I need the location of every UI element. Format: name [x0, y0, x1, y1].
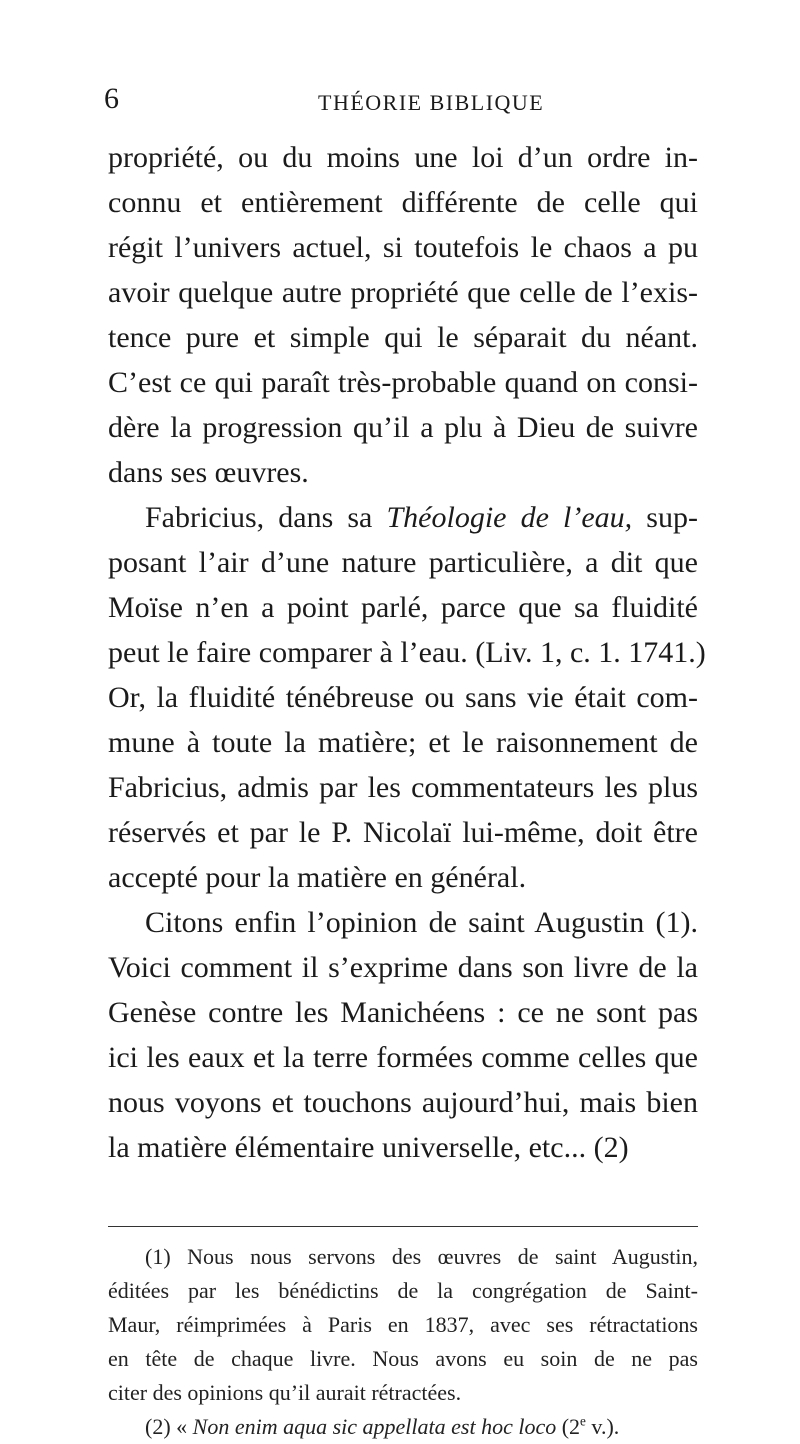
- text-line: Fabricius, admis par les commentateurs les plus: [108, 771, 698, 804]
- text-line: régit l’univers actuel, si toutefois le chaos a pu: [108, 231, 698, 264]
- footnote-line: éditées par les bénédictins de la congrégation de Saint-: [108, 1278, 698, 1303]
- text-line: avoir quelque autre propriété que celle de l’exis-: [108, 276, 698, 309]
- text-line: ici les eaux et la terre formées comme celles que: [108, 1041, 698, 1074]
- footnote-2-superscript: e: [580, 1413, 586, 1429]
- footnote-line: Maur, réimprimées à Paris en 1837, avec ses rétractations: [108, 1312, 698, 1337]
- text-line: Citons enfin l’opinion de saint Augustin (1).: [145, 906, 698, 939]
- text-line: peut le faire comparer à l’eau. (Liv. 1, c. 1. 1741.): [108, 636, 706, 669]
- footnote-line: citer des opinions qu’il aurait rétractées.: [108, 1380, 462, 1405]
- text-line: Genèse contre les Manichéens : ce ne sont pas: [108, 996, 698, 1029]
- text-line: propriété, ou du moins une loi d’un ordre in-: [108, 141, 698, 174]
- page-number: 6: [104, 82, 119, 115]
- footnote-divider: [108, 1226, 698, 1227]
- footnote-2-suffix: v.).: [585, 1414, 620, 1439]
- text-line: tence pure et simple qui le séparait du néant.: [108, 321, 698, 354]
- text-line: Or, la fluidité ténébreuse ou sans vie était com-: [108, 681, 698, 714]
- footnote-2: [108, 1410, 698, 1444]
- text-line: Moïse n’en a point parlé, parce que sa fluidité: [108, 591, 698, 624]
- text-line: dans ses œuvres.: [108, 456, 309, 489]
- footnotes: [108, 1240, 698, 1444]
- footnote-line: (1) Nous nous servons des œuvres de saint Augustin,: [145, 1244, 698, 1269]
- book-title-italic: Théologie de l’eau,: [386, 501, 633, 534]
- footnote-2-ref: (2: [556, 1414, 581, 1439]
- text-line: réservés et par le P. Nicolaï lui-même, doit être: [108, 816, 698, 849]
- text-line: mune à toute la matière; et le raisonnement de: [108, 726, 698, 759]
- text-line: connu et entièrement différente de celle qui: [108, 186, 698, 219]
- running-head: THÉORIE BIBLIQUE: [318, 90, 545, 115]
- fabricius-suffix: sup-: [632, 501, 698, 534]
- text-line: dère la progression qu’il a plu à Dieu de suivre: [108, 411, 698, 444]
- footnote-2-latin-quote: Non enim aqua sic appellata est hoc loco: [192, 1414, 557, 1439]
- text-line: Voici comment il s’exprime dans son livre de la: [108, 951, 698, 984]
- page-header: [104, 82, 698, 122]
- text-line-fabricius: [108, 495, 698, 540]
- text-line: C’est ce qui paraît très-probable quand on consi-: [108, 366, 698, 399]
- footnote-line: en tête de chaque livre. Nous avons eu soin de ne pas: [108, 1346, 698, 1371]
- footnote-2-prefix: (2) «: [145, 1414, 193, 1439]
- text-line: la matière élémentaire universelle, etc... (2): [108, 1131, 629, 1164]
- text-line: nous voyons et touchons aujourd’hui, mais bien: [108, 1086, 698, 1119]
- text-line: accepté pour la matière en général.: [108, 861, 527, 894]
- body-text: [108, 135, 706, 1170]
- text-line: posant l’air d’une nature particulière, a dit que: [108, 546, 698, 579]
- fabricius-prefix: Fabricius, dans sa: [145, 501, 387, 534]
